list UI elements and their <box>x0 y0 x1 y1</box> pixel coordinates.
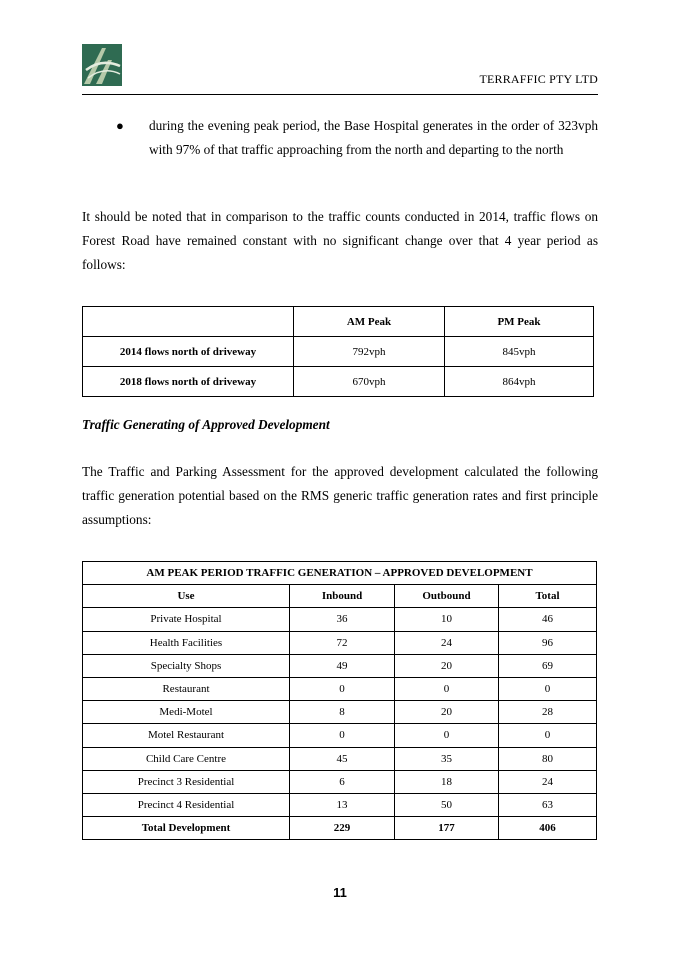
traffic-flows-table <box>82 306 594 397</box>
bullet-item <box>116 114 598 162</box>
outbound-cell: 18 <box>395 770 499 793</box>
use-cell: Motel Restaurant <box>83 724 290 747</box>
column-header-pm-peak: PM Peak <box>445 307 594 337</box>
pm-peak-cell: 864vph <box>445 367 594 397</box>
outbound-cell: 35 <box>395 747 499 770</box>
total-cell: 46 <box>499 608 597 631</box>
table-row <box>83 677 597 700</box>
bullet-dot-icon: ● <box>116 118 124 133</box>
use-cell: Medi-Motel <box>83 701 290 724</box>
table-total-row <box>83 817 597 840</box>
outbound-cell: 0 <box>395 677 499 700</box>
table-row <box>83 747 597 770</box>
row-label: 2014 flows north of driveway <box>83 337 294 367</box>
company-name: TERRAFFIC PTY LTD <box>479 72 598 86</box>
header-divider <box>82 94 598 95</box>
bullet-text: during the evening peak period, the Base Hospital generates in the order of 323vph with 97% of that traffic approaching from the north and departing to the north <box>149 118 598 157</box>
outbound-cell: 24 <box>395 631 499 654</box>
total-total-cell: 406 <box>499 817 597 840</box>
total-label-cell: Total Development <box>83 817 290 840</box>
total-inbound-cell: 229 <box>290 817 395 840</box>
paragraph-generation-intro: The Traffic and Parking Assessment for the approved development calculated the following traffic generation potential based on the RMS generic traffic generation rates and first principle assumptions: <box>82 464 598 527</box>
table-row <box>83 654 597 677</box>
table-row <box>83 770 597 793</box>
use-cell: Precinct 3 Residential <box>83 770 290 793</box>
table-header-row <box>83 585 597 608</box>
inbound-cell: 72 <box>290 631 395 654</box>
inbound-cell: 0 <box>290 677 395 700</box>
table-row <box>83 793 597 816</box>
table-row <box>83 367 594 397</box>
pm-peak-cell: 845vph <box>445 337 594 367</box>
inbound-cell: 13 <box>290 793 395 816</box>
table-row <box>83 631 597 654</box>
use-cell: Precinct 4 Residential <box>83 793 290 816</box>
column-header-am-peak: AM Peak <box>294 307 445 337</box>
use-cell: Health Facilities <box>83 631 290 654</box>
table-header-row <box>83 307 594 337</box>
table-row <box>83 724 597 747</box>
table-row <box>83 337 594 367</box>
table-caption-row <box>83 562 597 585</box>
total-cell: 96 <box>499 631 597 654</box>
company-logo-icon <box>82 44 122 86</box>
use-cell: Private Hospital <box>83 608 290 631</box>
inbound-cell: 0 <box>290 724 395 747</box>
total-cell: 0 <box>499 724 597 747</box>
total-cell: 69 <box>499 654 597 677</box>
table-row <box>83 701 597 724</box>
outbound-cell: 20 <box>395 701 499 724</box>
row-label: 2018 flows north of driveway <box>83 367 294 397</box>
am-peak-cell: 670vph <box>294 367 445 397</box>
inbound-cell: 36 <box>290 608 395 631</box>
total-cell: 28 <box>499 701 597 724</box>
outbound-cell: 20 <box>395 654 499 677</box>
column-header-inbound: Inbound <box>290 585 395 608</box>
section-subheading: Traffic Generating of Approved Development <box>82 417 330 432</box>
total-cell: 63 <box>499 793 597 816</box>
outbound-cell: 50 <box>395 793 499 816</box>
am-peak-cell: 792vph <box>294 337 445 367</box>
traffic-generation-table <box>82 561 597 840</box>
use-cell: Specialty Shops <box>83 654 290 677</box>
paragraph-flows-intro: It should be noted that in comparison to the traffic counts conducted in 2014, traffic flows on Forest Road have remained constant with no significant change over that 4 year period as follows: <box>82 209 598 272</box>
inbound-cell: 45 <box>290 747 395 770</box>
inbound-cell: 8 <box>290 701 395 724</box>
column-header-use: Use <box>83 585 290 608</box>
table-caption: AM PEAK PERIOD TRAFFIC GENERATION – APPROVED DEVELOPMENT <box>83 562 597 585</box>
column-header-blank <box>83 307 294 337</box>
total-cell: 24 <box>499 770 597 793</box>
total-outbound-cell: 177 <box>395 817 499 840</box>
column-header-total: Total <box>499 585 597 608</box>
outbound-cell: 10 <box>395 608 499 631</box>
use-cell: Child Care Centre <box>83 747 290 770</box>
total-cell: 0 <box>499 677 597 700</box>
inbound-cell: 49 <box>290 654 395 677</box>
use-cell: Restaurant <box>83 677 290 700</box>
total-cell: 80 <box>499 747 597 770</box>
table-row <box>83 608 597 631</box>
column-header-outbound: Outbound <box>395 585 499 608</box>
inbound-cell: 6 <box>290 770 395 793</box>
outbound-cell: 0 <box>395 724 499 747</box>
page-number: 11 <box>333 885 347 900</box>
